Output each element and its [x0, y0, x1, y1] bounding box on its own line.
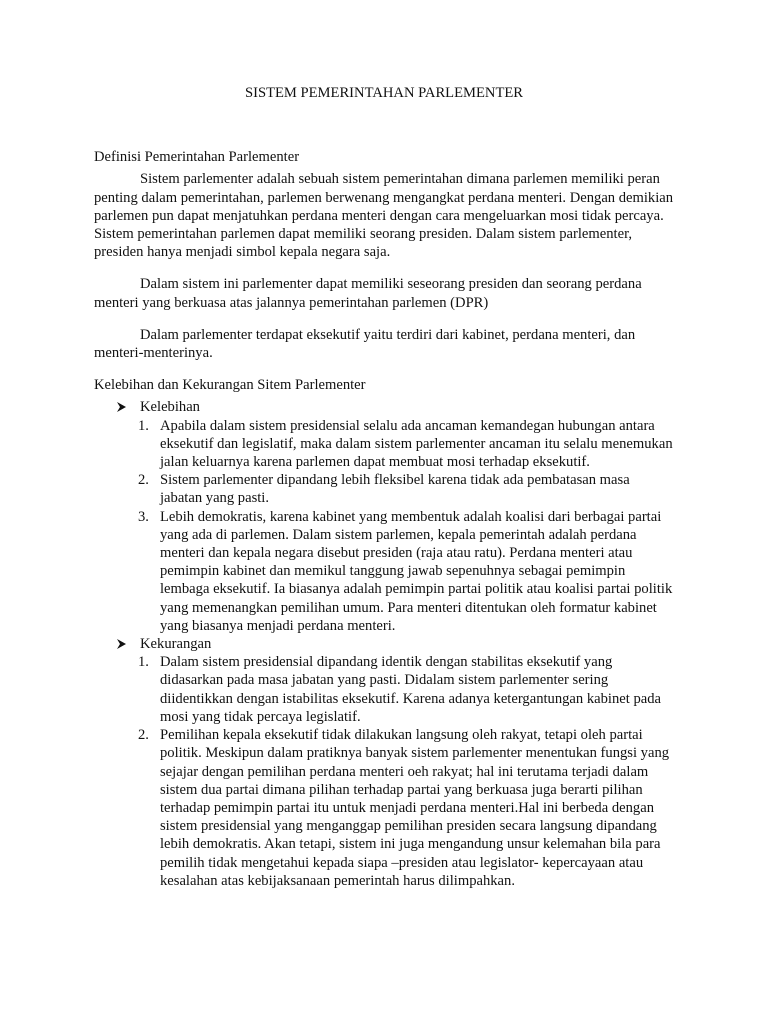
- arrow-bullet-icon: [115, 398, 129, 416]
- list-item-text: Lebih demokratis, karena kabinet yang membentuk adalah koalisi dari berbagai partai yang ada di parlemen. Dalam sistem parlemen, kepala pemerintah adalah perdana menteri dan kepala negara disebut presiden (raja atau ratu). Perdana menteri atau pemimpin kabinet dan memikul tanggung jawab sepenuhnya sebagai pemimpin lembaga eksekutif. Ia biasanya adalah pemimpin partai politik atau koalisi partai politik yang memenangkan pemilihan umum. Para menteri ditentukan oleh formatur kabinet yang biasanya menjadi perdana menteri.: [160, 508, 673, 634]
- kelebihan-section: [94, 398, 674, 635]
- definition-paragraph-1: Sistem parlementer adalah sebuah sistem pemerintahan dimana parlemen memiliki peran penting dalam pemerintahan, parlemen berwenang mengangkat perdana menteri. Dengan demikian parlemen pun dapat menjatuhkan perdana menteri dengan cara mengeluarkan mosi tidak percaya. Sistem pemerintahan parlemen dapat memiliki seorang presiden. Dalam sistem parlementer, presiden hanya menjadi simbol kepala negara saja.: [94, 171, 674, 261]
- definition-paragraph-3: Dalam parlementer terdapat eksekutif yaitu terdiri dari kabinet, perdana menteri, dan menteri-menterinya.: [94, 326, 636, 362]
- list-item: [94, 653, 674, 726]
- definition-paragraph-2: Dalam sistem ini parlementer dapat memiliki seseorang presiden dan seorang perdana menteri yang berkuasa atas jalannya pemerintahan parlemen (DPR): [94, 276, 642, 311]
- list-number: 1.: [138, 654, 149, 671]
- kelebihan-heading: [94, 398, 674, 416]
- list-item-text: Apabila dalam sistem presidensial selalu ada ancaman kemandegan hubungan antara eksekutif dan legislatif, maka dalam sistem parlementer ancaman itu selalu menemukan jalan keluarnya karena parlemen dapat membuat mosi terhadap eksekutif.: [160, 417, 673, 471]
- kekurangan-heading: [94, 635, 674, 653]
- pros-cons-heading: Kelebihan dan Kekurangan Sitem Parlementer: [94, 377, 366, 394]
- list-item: [94, 508, 674, 635]
- list-number: 3.: [138, 508, 149, 525]
- kelebihan-label: Kelebihan: [140, 399, 200, 416]
- arrow-bullet-icon: [115, 635, 129, 653]
- list-item-text: Pemilihan kepala eksekutif tidak dilakukan langsung oleh rakyat, tetapi oleh partai politik. Meskipun dalam pratiknya banyak sistem parlementer menentukan fungsi yang sejajar dengan pemilihan perdana menteri oeh rakyat; hal ini terutama terjadi dalam sistem dua partai dimana pilihan terhadap partai yang berkuasa juga berarti pilihan terhadap pemimpin partai itu untuk menjadi perdana menteri.Hal ini berbeda dengan sistem presidensial yang menganggap pemilihan presiden secara langsung dipandang lebih demokratis. Akan tetapi, sistem ini juga mengandung unsur kelemahan bila para pemilih tidak mengetahui kepada siapa –presiden atau legislator- kepercayaan atau kesalahan atas kebijaksanaan pemerintah harus dilimpahkan.: [160, 727, 670, 889]
- kekurangan-label: Kekurangan: [140, 636, 212, 653]
- kelebihan-list: [94, 417, 674, 635]
- list-number: 2.: [138, 472, 149, 489]
- list-item: [94, 417, 674, 472]
- list-item-text: Dalam sistem presidensial dipandang identik dengan stabilitas eksekutif yang didasarkan pada masa jabatan yang pasti. Didalam sistem parlementer sering diidentikkan dengan istabilitas eksekutif. Karena adanya ketergantungan kabinet pada mosi yang tidak percaya legislatif.: [160, 654, 662, 725]
- kekurangan-list: [94, 653, 674, 890]
- list-number: 2.: [138, 727, 149, 744]
- definition-heading: Definisi Pemerintahan Parlementer: [94, 149, 300, 166]
- list-item: [94, 726, 674, 890]
- page-title: SISTEM PEMERINTAHAN PARLEMENTER: [244, 85, 524, 101]
- list-number: 1.: [138, 417, 149, 434]
- kekurangan-section: [94, 635, 674, 890]
- list-item: [94, 471, 674, 507]
- list-item-text: Sistem parlementer dipandang lebih fleksibel karena tidak ada pembatasan masa jabatan yang pasti.: [160, 472, 630, 507]
